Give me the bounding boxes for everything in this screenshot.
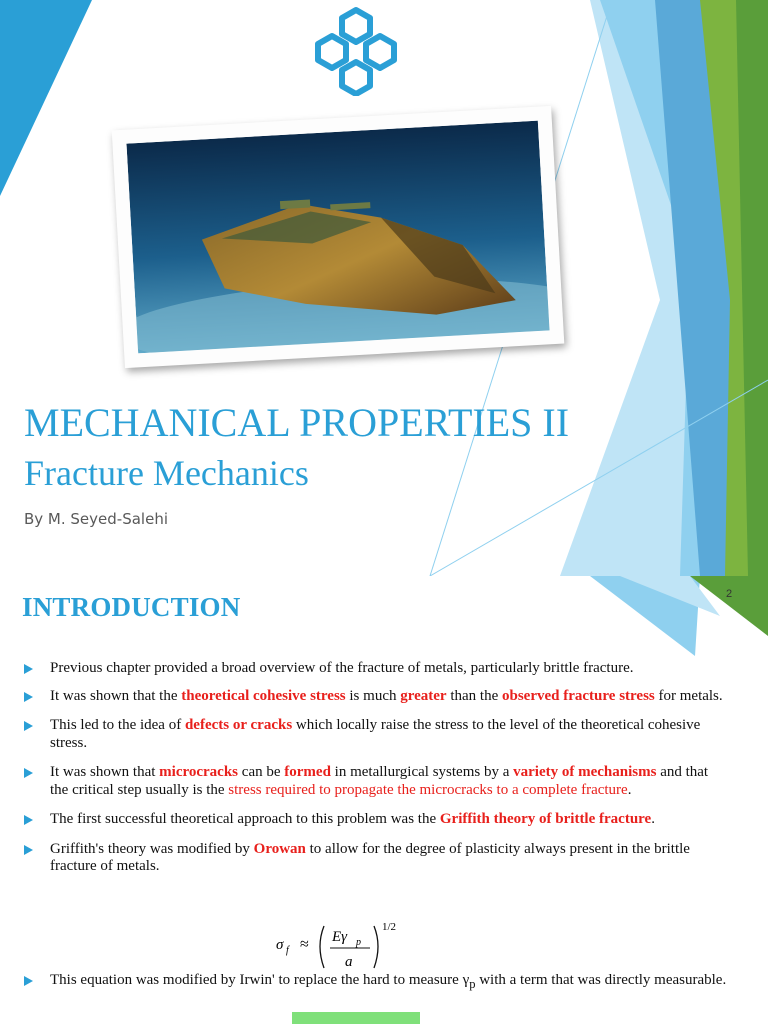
highlighted-term: Griffith theory of brittle fracture <box>439 811 652 827</box>
shipwreck-photo <box>126 121 549 354</box>
formula-lhs: σ <box>276 937 284 953</box>
slide-title-line2: Fracture Mechanics <box>24 453 309 493</box>
bullet-list <box>24 660 724 888</box>
formula-denominator: a <box>345 954 353 970</box>
bullet-text: in metallurgical systems by a <box>330 764 514 780</box>
bullet-text: can be <box>238 764 285 780</box>
bullet-text: and that the critical step usually is the <box>50 764 709 798</box>
gamma-symbol: γ <box>462 972 470 988</box>
highlighted-term: formed <box>284 764 331 780</box>
bullet-text: Griffith's theory was modified by <box>50 840 254 857</box>
highlighted-term: microcracks <box>159 764 239 780</box>
university-logo-icon <box>306 6 406 96</box>
formula-numerator: Eγ <box>332 929 348 945</box>
bullet-text: for metals. <box>654 687 723 704</box>
bullet-text: to allow for the degree of plasticity always present in the brittle fracture of metals. <box>50 840 690 874</box>
bullet-item-7 <box>24 972 750 994</box>
highlighted-term: variety of mechanisms <box>513 764 657 780</box>
bullet-text: It was shown that the <box>50 687 182 704</box>
bullet-triangle-icon <box>24 815 33 825</box>
bullet-text-end: with a term that was directly measurable. <box>475 972 727 988</box>
bullet-text: which locally raise the stress to the level of the theoretical cohesive stress. <box>50 717 701 751</box>
bullet-triangle-icon <box>24 692 33 702</box>
bullet-item-4 <box>24 764 724 799</box>
highlighted-term: stress required to propagate the microcracks to a complete fracture <box>228 781 628 798</box>
highlighted-term: defects or cracks <box>184 717 293 733</box>
irwin-formula-highlight <box>292 1012 420 1024</box>
bullet-triangle-icon <box>24 768 33 778</box>
formula-numerator-sub: p <box>356 937 361 948</box>
shipwreck-photo-frame <box>112 106 565 368</box>
orowan-formula <box>272 916 422 974</box>
bullet-triangle-icon <box>24 845 33 855</box>
highlighted-term: theoretical cohesive stress <box>181 687 346 704</box>
section-heading: INTRODUCTION <box>22 592 241 622</box>
introduction-slide <box>0 576 768 1024</box>
slide-title-line1: MECHANICAL PROPERTIES II <box>24 400 570 445</box>
bullet-text: . <box>651 811 655 827</box>
bullet-item-3 <box>24 717 724 752</box>
bullet-text: . <box>627 781 632 798</box>
bullet-item-2 <box>24 688 724 706</box>
bullet-item-5 <box>24 811 724 829</box>
bullet-text: is much <box>345 687 401 704</box>
bullet-item-1 <box>24 660 724 678</box>
author-byline: By M. Seyed-Salehi <box>24 510 168 528</box>
bullet-triangle-icon <box>24 721 33 731</box>
highlighted-term: greater <box>400 687 447 704</box>
bullet-text: This led to the idea of <box>50 717 185 733</box>
page-number: 2 <box>726 588 733 600</box>
bullet-text: Previous chapter provided a broad overview of the fracture of metals, particularly brittle fracture. <box>50 660 634 676</box>
highlighted-term: Orowan <box>253 840 306 857</box>
formula-lhs-sub: f <box>286 945 289 956</box>
bullet-triangle-icon <box>24 664 33 674</box>
bullet-item-6 <box>24 841 724 876</box>
formula-approx: ≈ <box>300 936 309 953</box>
gamma-subscript: p <box>469 977 476 991</box>
bullet-text: This equation was modified by Irwin' to replace the hard to measure <box>50 972 463 988</box>
bullet-triangle-icon <box>24 976 33 986</box>
bullet-text: It was shown that <box>50 764 160 780</box>
bullet-text: than the <box>446 687 502 704</box>
formula-exponent: 1/2 <box>382 921 397 933</box>
bullet-text: The first successful theoretical approach to this problem was the <box>50 811 440 827</box>
highlighted-term: observed fracture stress <box>502 687 655 704</box>
